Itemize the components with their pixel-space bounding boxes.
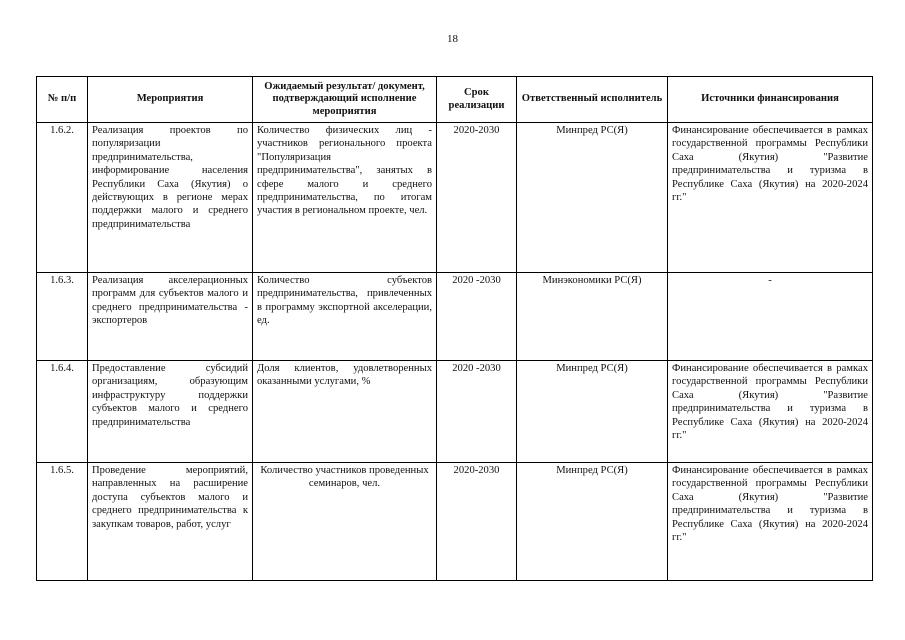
table-row (37, 361, 873, 463)
event-cell: Реализация акселерационных программ для субъектов малого и среднего предпринимательства - экспортеров (88, 273, 253, 361)
funding-cell: Финансирование обеспечивается в рамках государственной программы Республики Саха (Якутия) "Развитие предпринимательства и туризма в Республике Саха (Якутия) на 2020-2024 гг." (668, 123, 873, 273)
table-row (37, 123, 873, 273)
executor-cell: Минэкономики РС(Я) (517, 273, 668, 361)
row-number: 1.6.2. (37, 123, 88, 273)
action-plan-table (36, 76, 873, 581)
table-row (37, 463, 873, 581)
row-number: 1.6.4. (37, 361, 88, 463)
term-cell: 2020-2030 (437, 463, 517, 581)
event-cell: Проведение мероприятий, направленных на расширение доступа субъектов малого и среднего предпринимательства к закупкам товаров, работ, услуг (88, 463, 253, 581)
header-executor: Ответственный исполнитель (517, 77, 668, 123)
executor-cell: Минпред РС(Я) (517, 123, 668, 273)
row-number: 1.6.5. (37, 463, 88, 581)
funding-cell: Финансирование обеспечивается в рамках государственной программы Республики Саха (Якутия) "Развитие предпринимательства и туризма в Республике Саха (Якутия) на 2020-2024 гг." (668, 463, 873, 581)
term-cell: 2020-2030 (437, 123, 517, 273)
executor-cell: Минпред РС(Я) (517, 463, 668, 581)
header-event: Мероприятия (88, 77, 253, 123)
executor-cell: Минпред РС(Я) (517, 361, 668, 463)
result-cell: Количество субъектов предпринимательства, привлеченных в программу экспортной акселерации, ед. (253, 273, 437, 361)
term-cell: 2020 -2030 (437, 273, 517, 361)
funding-cell: Финансирование обеспечивается в рамках государственной программы Республики Саха (Якутия) "Развитие предпринимательства и туризма в Республике Саха (Якутия) на 2020-2024 гг." (668, 361, 873, 463)
result-cell: Количество участников проведенных семинаров, чел. (253, 463, 437, 581)
header-funding: Источники финансирования (668, 77, 873, 123)
header-term: Срок реализации (437, 77, 517, 123)
table-header-row (37, 77, 873, 123)
row-number: 1.6.3. (37, 273, 88, 361)
event-cell: Реализация проектов по популяризации предпринимательства, информирование населения Республики Саха (Якутия) о действующих в регионе мерах поддержки малого и среднего предпринимательства (88, 123, 253, 273)
funding-cell: - (668, 273, 873, 361)
result-cell: Количество физических лиц - участников регионального проекта "Популяризация предпринимательства", занятых в сфере малого и среднего предпринимательства, по итогам участия в региональном проекте, чел. (253, 123, 437, 273)
header-result: Ожидаемый результат/ документ, подтверждающий исполнение мероприятия (253, 77, 437, 123)
table-row (37, 273, 873, 361)
header-num: № п/п (37, 77, 88, 123)
page-number: 18 (447, 33, 458, 45)
event-cell: Предоставление субсидий организациям, образующим инфраструктуру поддержки субъектов малого и среднего предпринимательства (88, 361, 253, 463)
result-cell: Доля клиентов, удовлетворенных оказанными услугами, % (253, 361, 437, 463)
term-cell: 2020 -2030 (437, 361, 517, 463)
